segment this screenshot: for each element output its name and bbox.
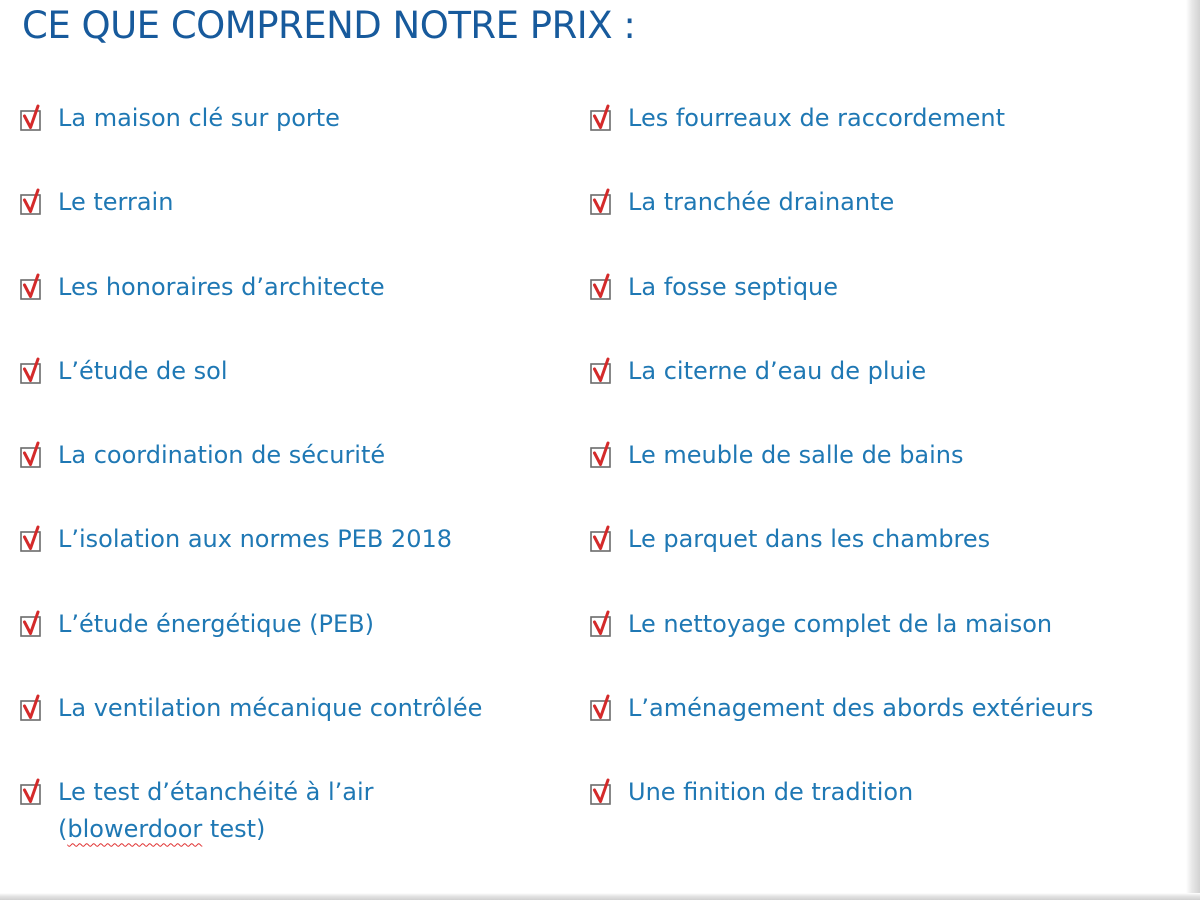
list-item [588,353,1168,437]
checkbox-check-icon [18,103,48,133]
list-item [18,606,578,690]
list-item [18,353,578,437]
checkbox-check-icon [588,103,618,133]
item-label: Le parquet dans les chambres [628,525,991,554]
item-label: Les fourreaux de raccordement [628,104,1005,132]
item-label: La fosse septique [628,272,839,301]
item-label: Le meuble de salle de bains [628,441,964,470]
checkbox-check-icon [588,693,618,723]
item-label: Le test d’étanchéité à l’air [58,778,374,807]
list-item [18,774,578,858]
checkbox-check-icon [18,609,48,639]
item-label: Le terrain [58,188,174,217]
checkbox-check-icon [588,440,618,470]
item-label: La maison clé sur porte [58,104,340,132]
item-label: Une finition de tradition [628,778,914,807]
checkbox-check-icon [588,777,618,807]
item-label: La coordination de sécurité [58,441,386,470]
list-item [18,269,578,353]
checkbox-check-icon [588,272,618,302]
checkbox-check-icon [18,440,48,470]
checkbox-check-icon [588,356,618,386]
list-item [588,521,1168,605]
item-label: La ventilation mécanique contrôlée [58,694,483,723]
checkbox-check-icon [588,609,618,639]
item-label-tail: test) [202,815,266,844]
list-item [588,269,1168,353]
item-label: L’aménagement des abords extérieurs [628,694,1094,723]
item-label: La tranchée drainante [628,188,895,217]
list-item [18,521,578,605]
list-item [18,184,578,268]
checkbox-check-icon [18,356,48,386]
list-item [588,774,1168,858]
checkbox-check-icon [18,693,48,723]
list-item [18,100,578,184]
paren-open: ( [58,815,68,844]
included-items-right [588,100,1168,859]
item-label: La citerne d’eau de pluie [628,356,927,385]
item-label: L’isolation aux normes PEB 2018 [58,525,453,554]
list-item [588,437,1168,521]
page-title: CE QUE COMPREND NOTRE PRIX : [22,4,636,47]
item-label-continuation [58,811,578,847]
checkbox-check-icon [18,777,48,807]
list-item [588,184,1168,268]
list-item [18,437,578,521]
checkbox-check-icon [18,187,48,217]
list-item [18,690,578,774]
spellcheck-flagged-word[interactable]: blowerdoor [67,815,203,844]
item-label: L’étude de sol [58,356,228,385]
page-right-edge [1186,0,1200,900]
checkbox-check-icon [18,524,48,554]
item-label: L’étude énergétique (PEB) [58,609,374,638]
checkbox-check-icon [588,187,618,217]
checkbox-check-icon [588,524,618,554]
page-bottom-edge [0,893,1200,900]
list-item [588,606,1168,690]
list-item [588,100,1168,184]
item-label: Le nettoyage complet de la maison [628,609,1053,638]
checkbox-check-icon [18,272,48,302]
list-item [588,690,1168,774]
included-items-left [18,100,578,859]
item-label: Les honoraires d’architecte [58,272,385,301]
